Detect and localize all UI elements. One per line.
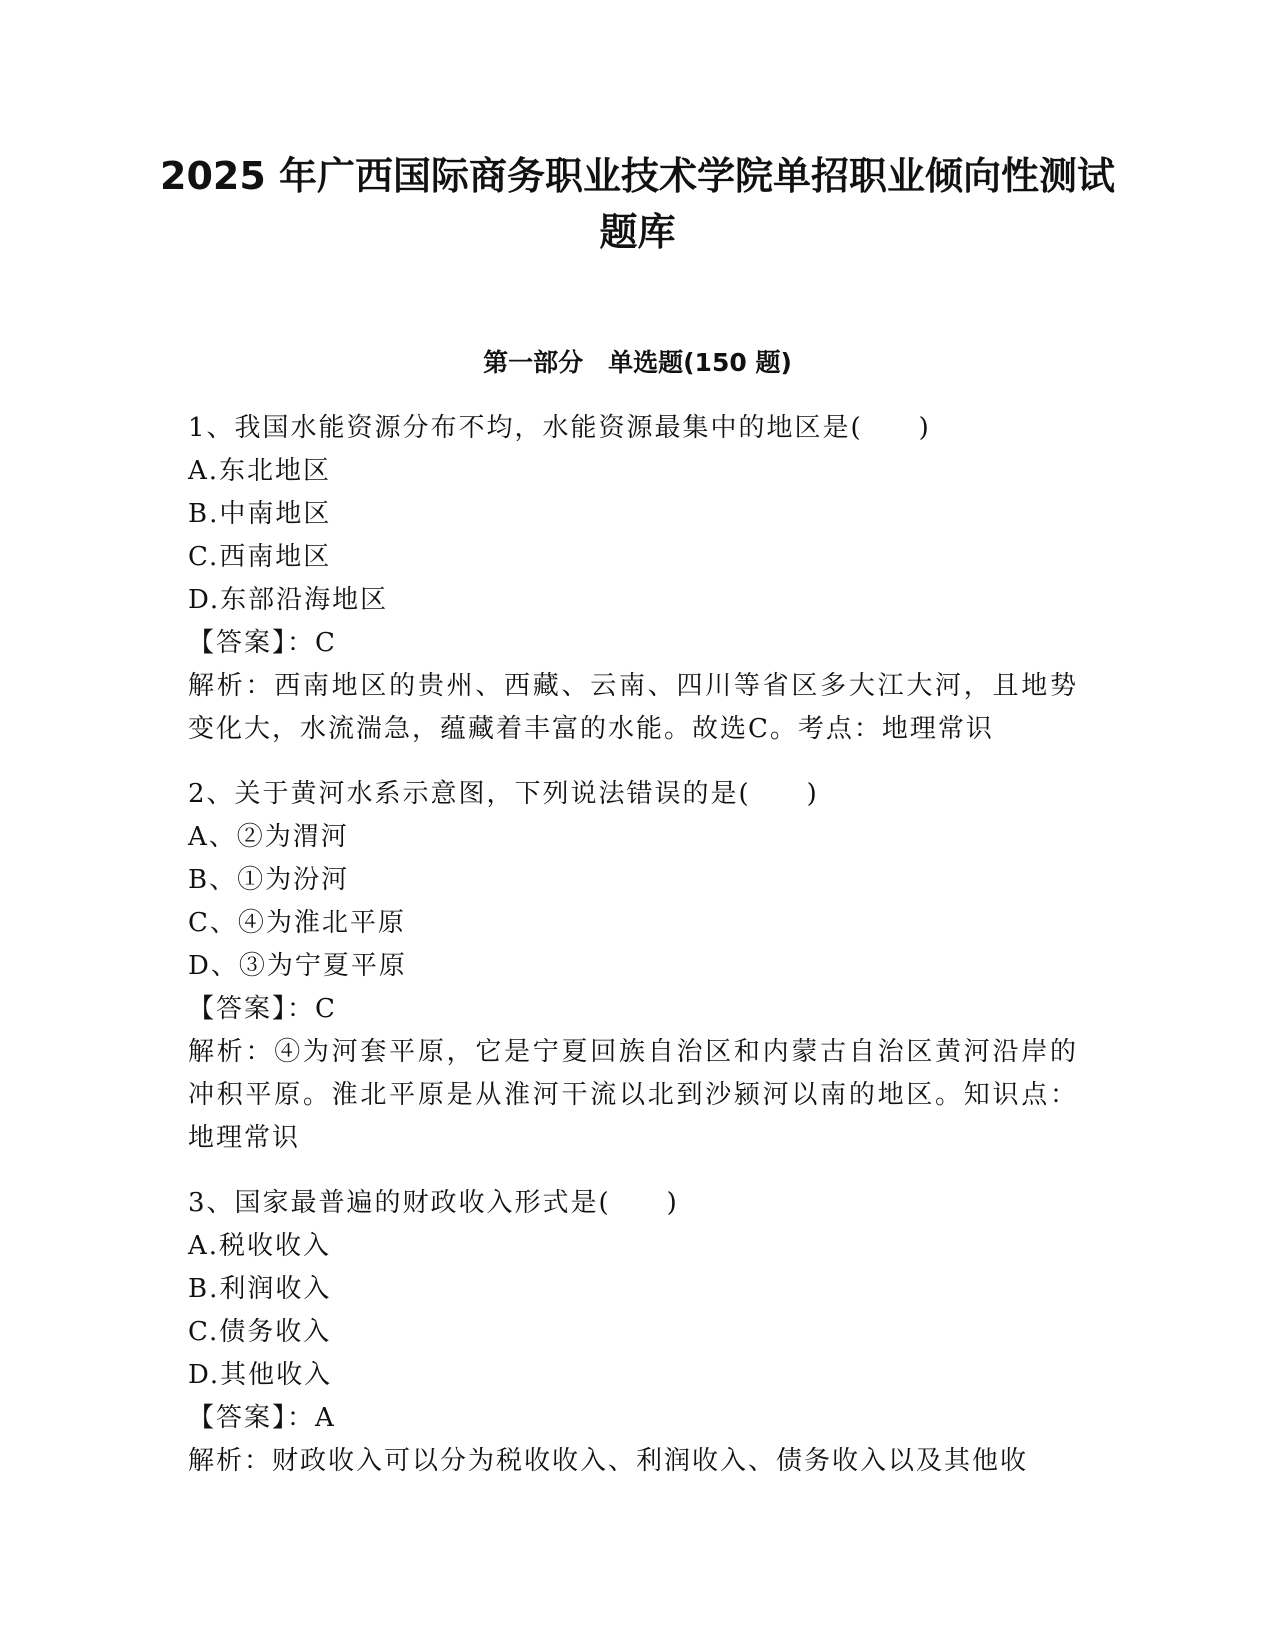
option-c: C、④为淮北平原 <box>188 908 406 938</box>
section-heading: 第一部分 单选题(150 题) <box>483 348 792 377</box>
option-c: C.债务收入 <box>188 1317 332 1347</box>
option-d: D.其他收入 <box>188 1360 333 1390</box>
analysis: 解析：④为河套平原，它是宁夏回族自治区和内蒙古自治区黄河沿岸的冲积平原。淮北平原是从淮河干流以北到沙颍河以南的地区。知识点：地理常识 <box>188 1037 1078 1153</box>
option-c: C.西南地区 <box>188 542 332 572</box>
question-2 <box>188 773 1078 1160</box>
answer: 【答案】：C <box>188 628 337 658</box>
option-d: D、③为宁夏平原 <box>188 951 407 981</box>
answer: 【答案】：C <box>188 994 337 1024</box>
option-b: B、①为汾河 <box>188 865 350 895</box>
question-stem: 3、国家最普遍的财政收入形式是( ) <box>188 1188 679 1218</box>
option-b: B.中南地区 <box>188 499 332 529</box>
option-a: A、②为渭河 <box>188 822 349 852</box>
option-a: A.税收收入 <box>188 1231 332 1261</box>
document-title: 2025 年广西国际商务职业技术学院单招职业倾向性测试题库 <box>160 154 1115 254</box>
question-1 <box>188 407 1078 751</box>
option-d: D.东部沿海地区 <box>188 585 389 615</box>
analysis: 解析：西南地区的贵州、西藏、云南、四川等省区多大江大河，且地势变化大，水流湍急，蕴藏着丰富的水能。故选C。考点：地理常识 <box>188 671 1078 744</box>
option-a: A.东北地区 <box>188 456 332 486</box>
analysis: 解析：财政收入可以分为税收收入、利润收入、债务收入以及其他收 <box>188 1446 1029 1476</box>
question-stem: 2、关于黄河水系示意图，下列说法错误的是( ) <box>188 779 819 809</box>
question-stem: 1、我国水能资源分布不均，水能资源最集中的地区是( ) <box>188 413 931 443</box>
answer: 【答案】：A <box>188 1403 336 1433</box>
question-list <box>188 407 1078 1505</box>
option-b: B.利润收入 <box>188 1274 332 1304</box>
question-3 <box>188 1182 1078 1483</box>
